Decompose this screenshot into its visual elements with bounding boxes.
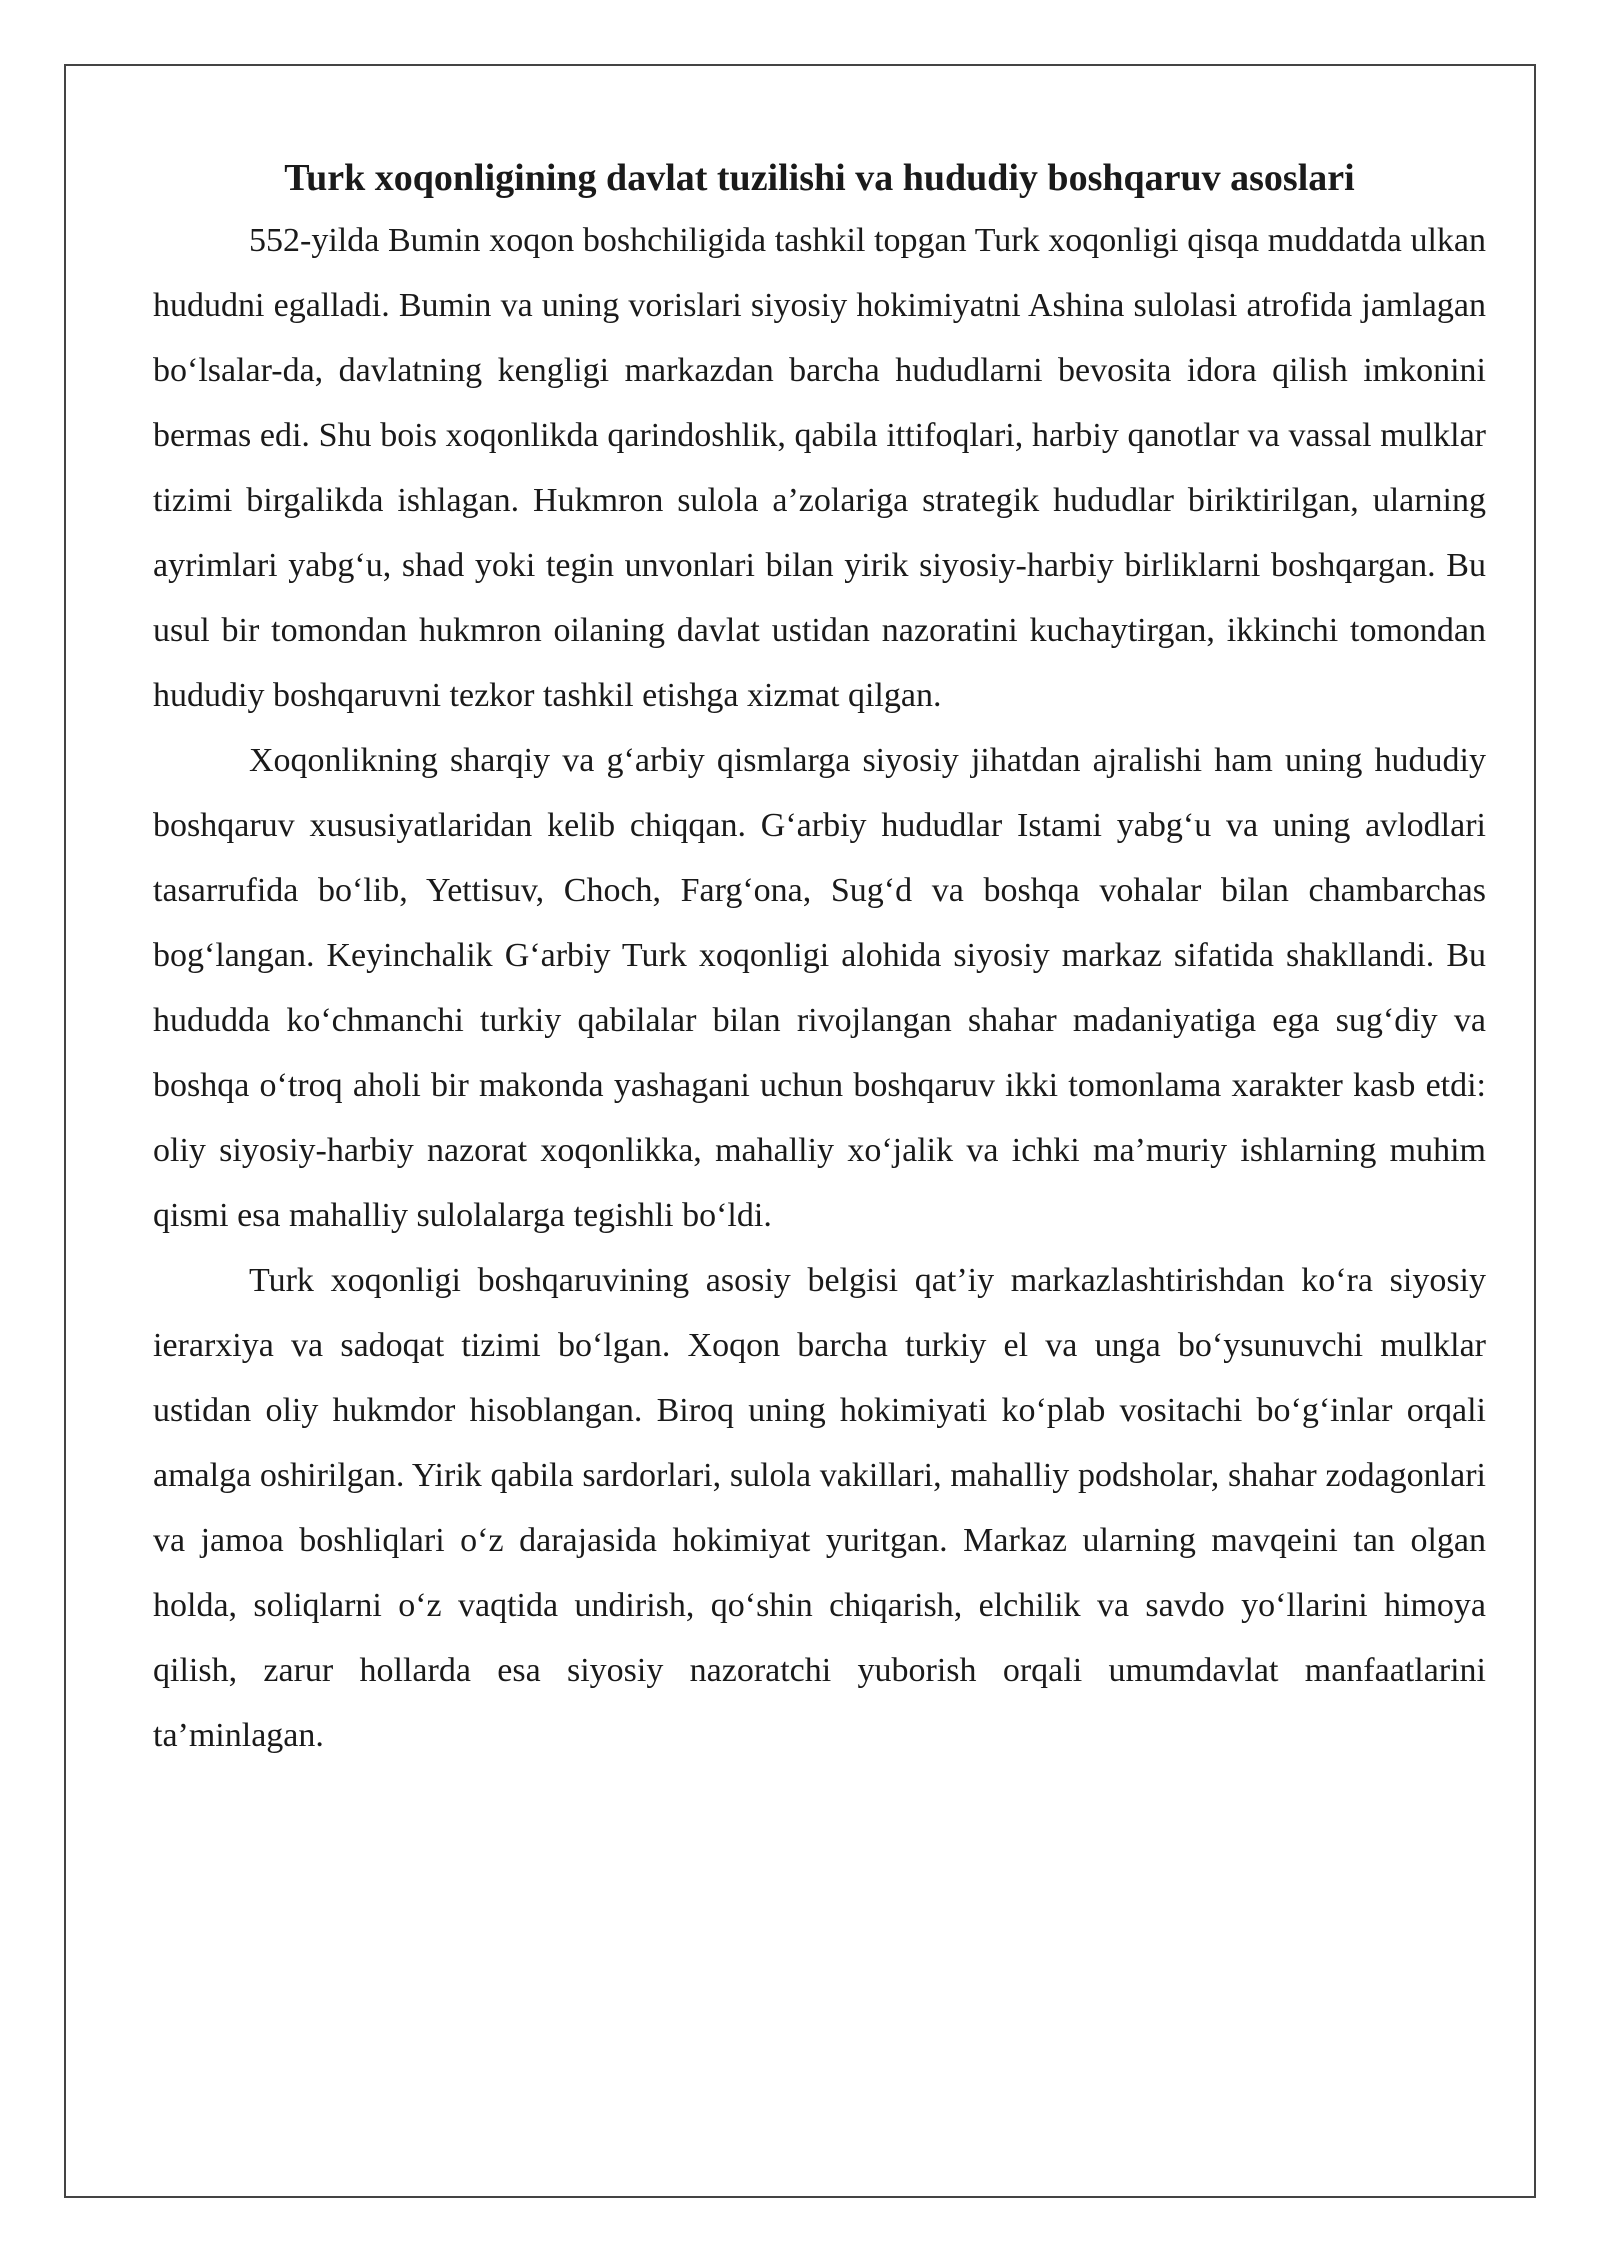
document-body bbox=[153, 148, 1486, 1768]
paragraph-1: 552-yilda Bumin xoqon boshchiligida tashkil topgan Turk xoqonligi qisqa muddatda ulkan hududni egalladi. Bumin va uning vorislari siyosiy hokimiyatni Ashina sulolasi atrofida jamlagan bo‘lsalar-da, davlatning kengligi markazdan barcha hududlarni bevosita idora qilish imkonini bermas edi. Shu bois xoqonlikda qarindoshlik, qabila ittifoqlari, harbiy qanotlar va vassal mulklar tizimi birgalikda ishlagan. Hukmron sulola a’zolariga strategik hududlar biriktirilgan, ularning ayrimlari yabg‘u, shad yoki tegin unvonlari bilan yirik siyosiy-harbiy birliklarni boshqargan. Bu usul bir tomondan hukmron oilaning davlat ustidan nazoratini kuchaytirgan, ikkinchi tomondan hududiy boshqaruvni tezkor tashkil etishga xizmat qilgan. bbox=[153, 222, 1486, 714]
document-title: Turk xoqonligining davlat tuzilishi va hududiy boshqaruv asoslari bbox=[284, 157, 1355, 199]
paragraph-3: Turk xoqonligi boshqaruvining asosiy belgisi qat’iy markazlashtirishdan ko‘ra siyosiy ierarxiya va sadoqat tizimi bo‘lgan. Xoqon barcha turkiy el va unga bo‘ysunuvchi mulklar ustidan oliy hukmdor hisoblangan. Biroq uning hokimiyati ko‘plab vositachi bo‘g‘inlar orqali amalga oshirilgan. Yirik qabila sardorlari, sulola vakillari, mahalliy podsholar, shahar zodagonlari va jamoa boshliqlari o‘z darajasida hokimiyat yuritgan. Markaz ularning mavqeini tan olgan holda, soliqlarni o‘z vaqtida undirish, qo‘shin chiqarish, elchilik va savdo yo‘llarini himoya qilish, zarur hollarda esa siyosiy nazoratchi yuborish orqali umumdavlat manfaatlarini ta’minlagan. bbox=[153, 1262, 1486, 1754]
paragraph-2: Xoqonlikning sharqiy va g‘arbiy qismlarga siyosiy jihatdan ajralishi ham uning hududiy boshqaruv xususiyatlaridan kelib chiqqan. G‘arbiy hududlar Istami yabg‘u va uning avlodlari tasarrufida bo‘lib, Yettisuv, Choch, Farg‘ona, Sug‘d va boshqa vohalar bilan chambarchas bog‘langan. Keyinchalik G‘arbiy Turk xoqonligi alohida siyosiy markaz sifatida shakllandi. Bu hududda ko‘chmanchi turkiy qabilalar bilan rivojlangan shahar madaniyatiga ega sug‘diy va boshqa o‘troq aholi bir makonda yashagani uchun boshqaruv ikki tomonlama xarakter kasb etdi: oliy siyosiy-harbiy nazorat xoqonlikka, mahalliy xo‘jalik va ichki ma’muriy ishlarning muhim qismi esa mahalliy sulolalarga tegishli bo‘ldi. bbox=[153, 742, 1486, 1234]
